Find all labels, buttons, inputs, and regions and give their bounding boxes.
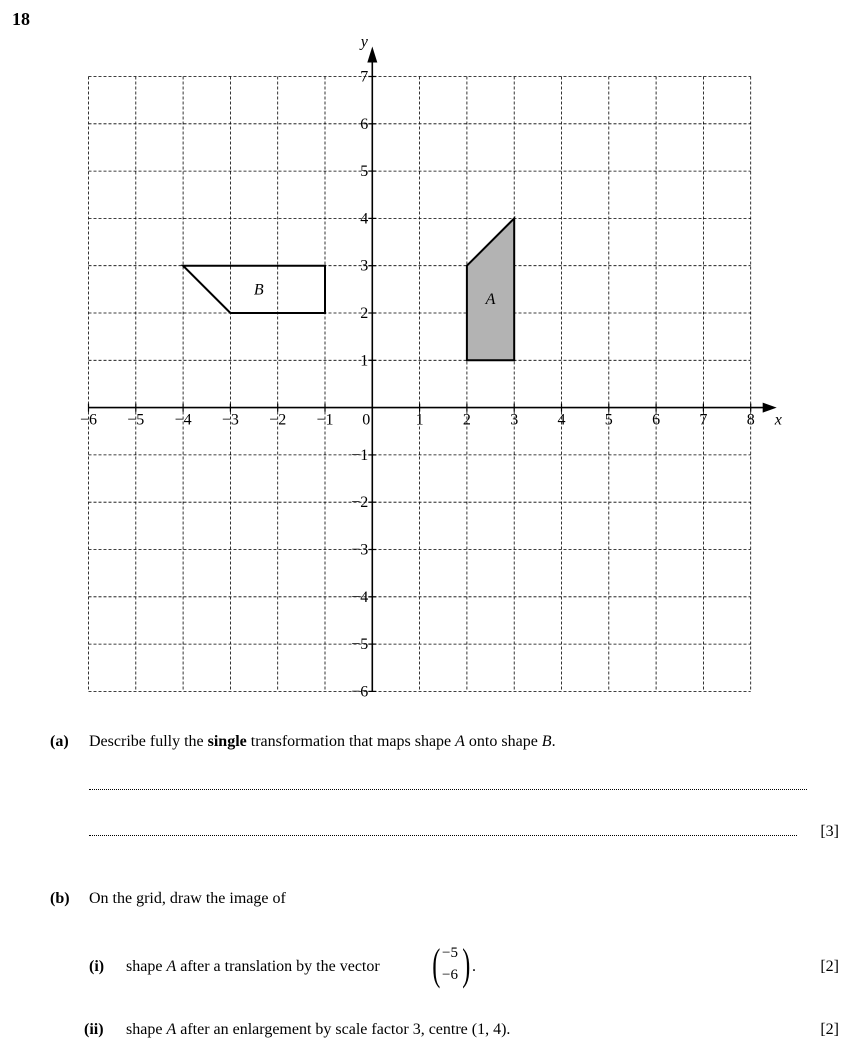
part-b-i-question: shape A after a translation by the vector [126, 958, 380, 975]
part-b-i-label: (i) [89, 958, 105, 975]
vector-period: . [472, 958, 476, 975]
answer-line-1[interactable] [89, 789, 807, 790]
part-b-ii-label: (ii) [84, 1021, 104, 1038]
y-tick-label: 1 [360, 352, 369, 370]
y-tick-label: 7 [360, 68, 369, 86]
shape-a [467, 218, 514, 360]
vector-top: −5 [442, 945, 458, 961]
x-tick-label: −3 [221, 411, 239, 429]
y-tick-label: −5 [351, 636, 369, 654]
y-tick-label: 3 [360, 257, 369, 275]
part-a-label: (a) [50, 733, 69, 750]
x-tick-label: 8 [746, 411, 755, 429]
y-tick-label: 5 [360, 163, 369, 181]
x-tick-label: 7 [699, 411, 708, 429]
vector-bottom: −6 [442, 967, 458, 983]
y-axis-arrow [367, 47, 377, 63]
part-a-question: Describe fully the single transformation that maps shape A onto shape B. [89, 733, 556, 750]
part-b-i-marks: [2] [820, 958, 839, 975]
y-tick-label: −4 [351, 588, 369, 606]
x-axis-label: x [774, 411, 782, 429]
y-axis-label: y [360, 33, 368, 51]
translation-vector: ( −5 −6 ) [432, 940, 471, 989]
x-tick-label: 1 [415, 411, 424, 429]
x-tick-label: −5 [127, 411, 145, 429]
y-tick-label: 2 [360, 305, 369, 322]
y-tick-label: −3 [351, 541, 369, 559]
part-b-question: On the grid, draw the image of [89, 890, 286, 907]
part-a-marks: [3] [820, 823, 839, 840]
x-tick-label: 4 [557, 411, 566, 429]
y-tick-label: −1 [351, 446, 369, 464]
y-tick-label: −6 [351, 683, 369, 701]
x-tick-label: −1 [316, 411, 334, 429]
x-tick-label: 2 [462, 411, 471, 429]
y-tick-label: 6 [360, 115, 369, 133]
x-tick-label: 0 [362, 411, 371, 429]
answer-line-2[interactable] [89, 835, 797, 836]
question-number: 18 [12, 9, 30, 29]
shape-a-label: A [485, 290, 496, 308]
x-tick-label: 6 [652, 411, 661, 429]
x-tick-label: −2 [269, 411, 287, 429]
x-tick-label: 5 [604, 411, 613, 429]
y-tick-label: −2 [351, 494, 369, 512]
x-tick-label: −6 [79, 411, 98, 429]
part-b-ii-marks: [2] [820, 1021, 839, 1038]
shape-b-label: B [253, 281, 264, 299]
part-b-label: (b) [50, 890, 70, 907]
x-tick-label: −4 [174, 411, 192, 429]
x-tick-label: 3 [510, 411, 519, 429]
part-b-ii-question: shape A after an enlargement by scale factor 3, centre (1, 4). [126, 1021, 511, 1038]
y-tick-label: 4 [360, 210, 369, 228]
